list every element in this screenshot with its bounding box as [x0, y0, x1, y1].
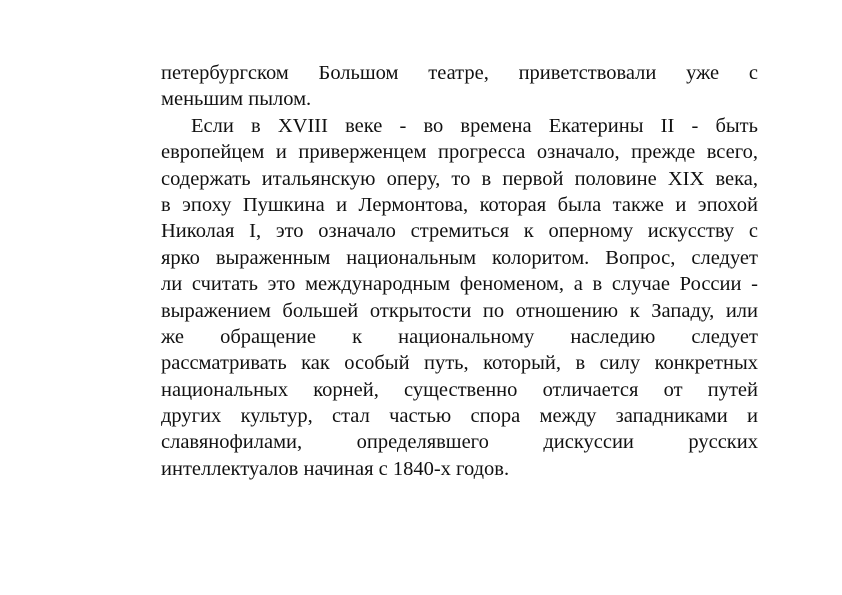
- text-line: в эпоху Пушкина и Лермонтова, которая была также и эпохой: [161, 193, 758, 216]
- text-line: рассматривать как особый путь, который, в силу конкретных: [161, 352, 758, 375]
- text-line: интеллектуалов начиная с 1840-х годов.: [161, 457, 510, 480]
- text-line: других культур, стал частью спора между западниками и: [161, 405, 758, 428]
- text-line: национальных корней, существенно отличается от путей: [161, 378, 758, 401]
- text-line: меньшим пылом.: [161, 88, 312, 111]
- paragraph-continuation: [161, 60, 758, 113]
- text-line: европейцем и приверженцем прогресса означало, прежде всего,: [161, 141, 758, 164]
- text-line: ярко выраженным национальным колоритом. Вопрос, следует: [161, 246, 758, 269]
- paragraph-main: [161, 113, 758, 482]
- text-line: петербургском Большом театре, приветствовали уже с: [161, 62, 758, 84]
- text-line: же обращение к национальному наследию следует: [161, 325, 758, 348]
- text-line: славянофилами, определявшего дискуссии русских: [161, 431, 758, 454]
- text-line: ли считать это международным феноменом, а в случае России -: [161, 273, 758, 296]
- text-line: Если в XVIII веке - во времена Екатерины II - быть: [191, 114, 758, 137]
- text-line: содержать итальянскую оперу, то в первой половине XIX века,: [161, 167, 758, 190]
- text-line: Николая I, это означало стремиться к оперному искусству с: [161, 220, 758, 243]
- body-text: [161, 60, 758, 482]
- text-line: выражением большей открытости по отношению к Западу, или: [161, 299, 758, 322]
